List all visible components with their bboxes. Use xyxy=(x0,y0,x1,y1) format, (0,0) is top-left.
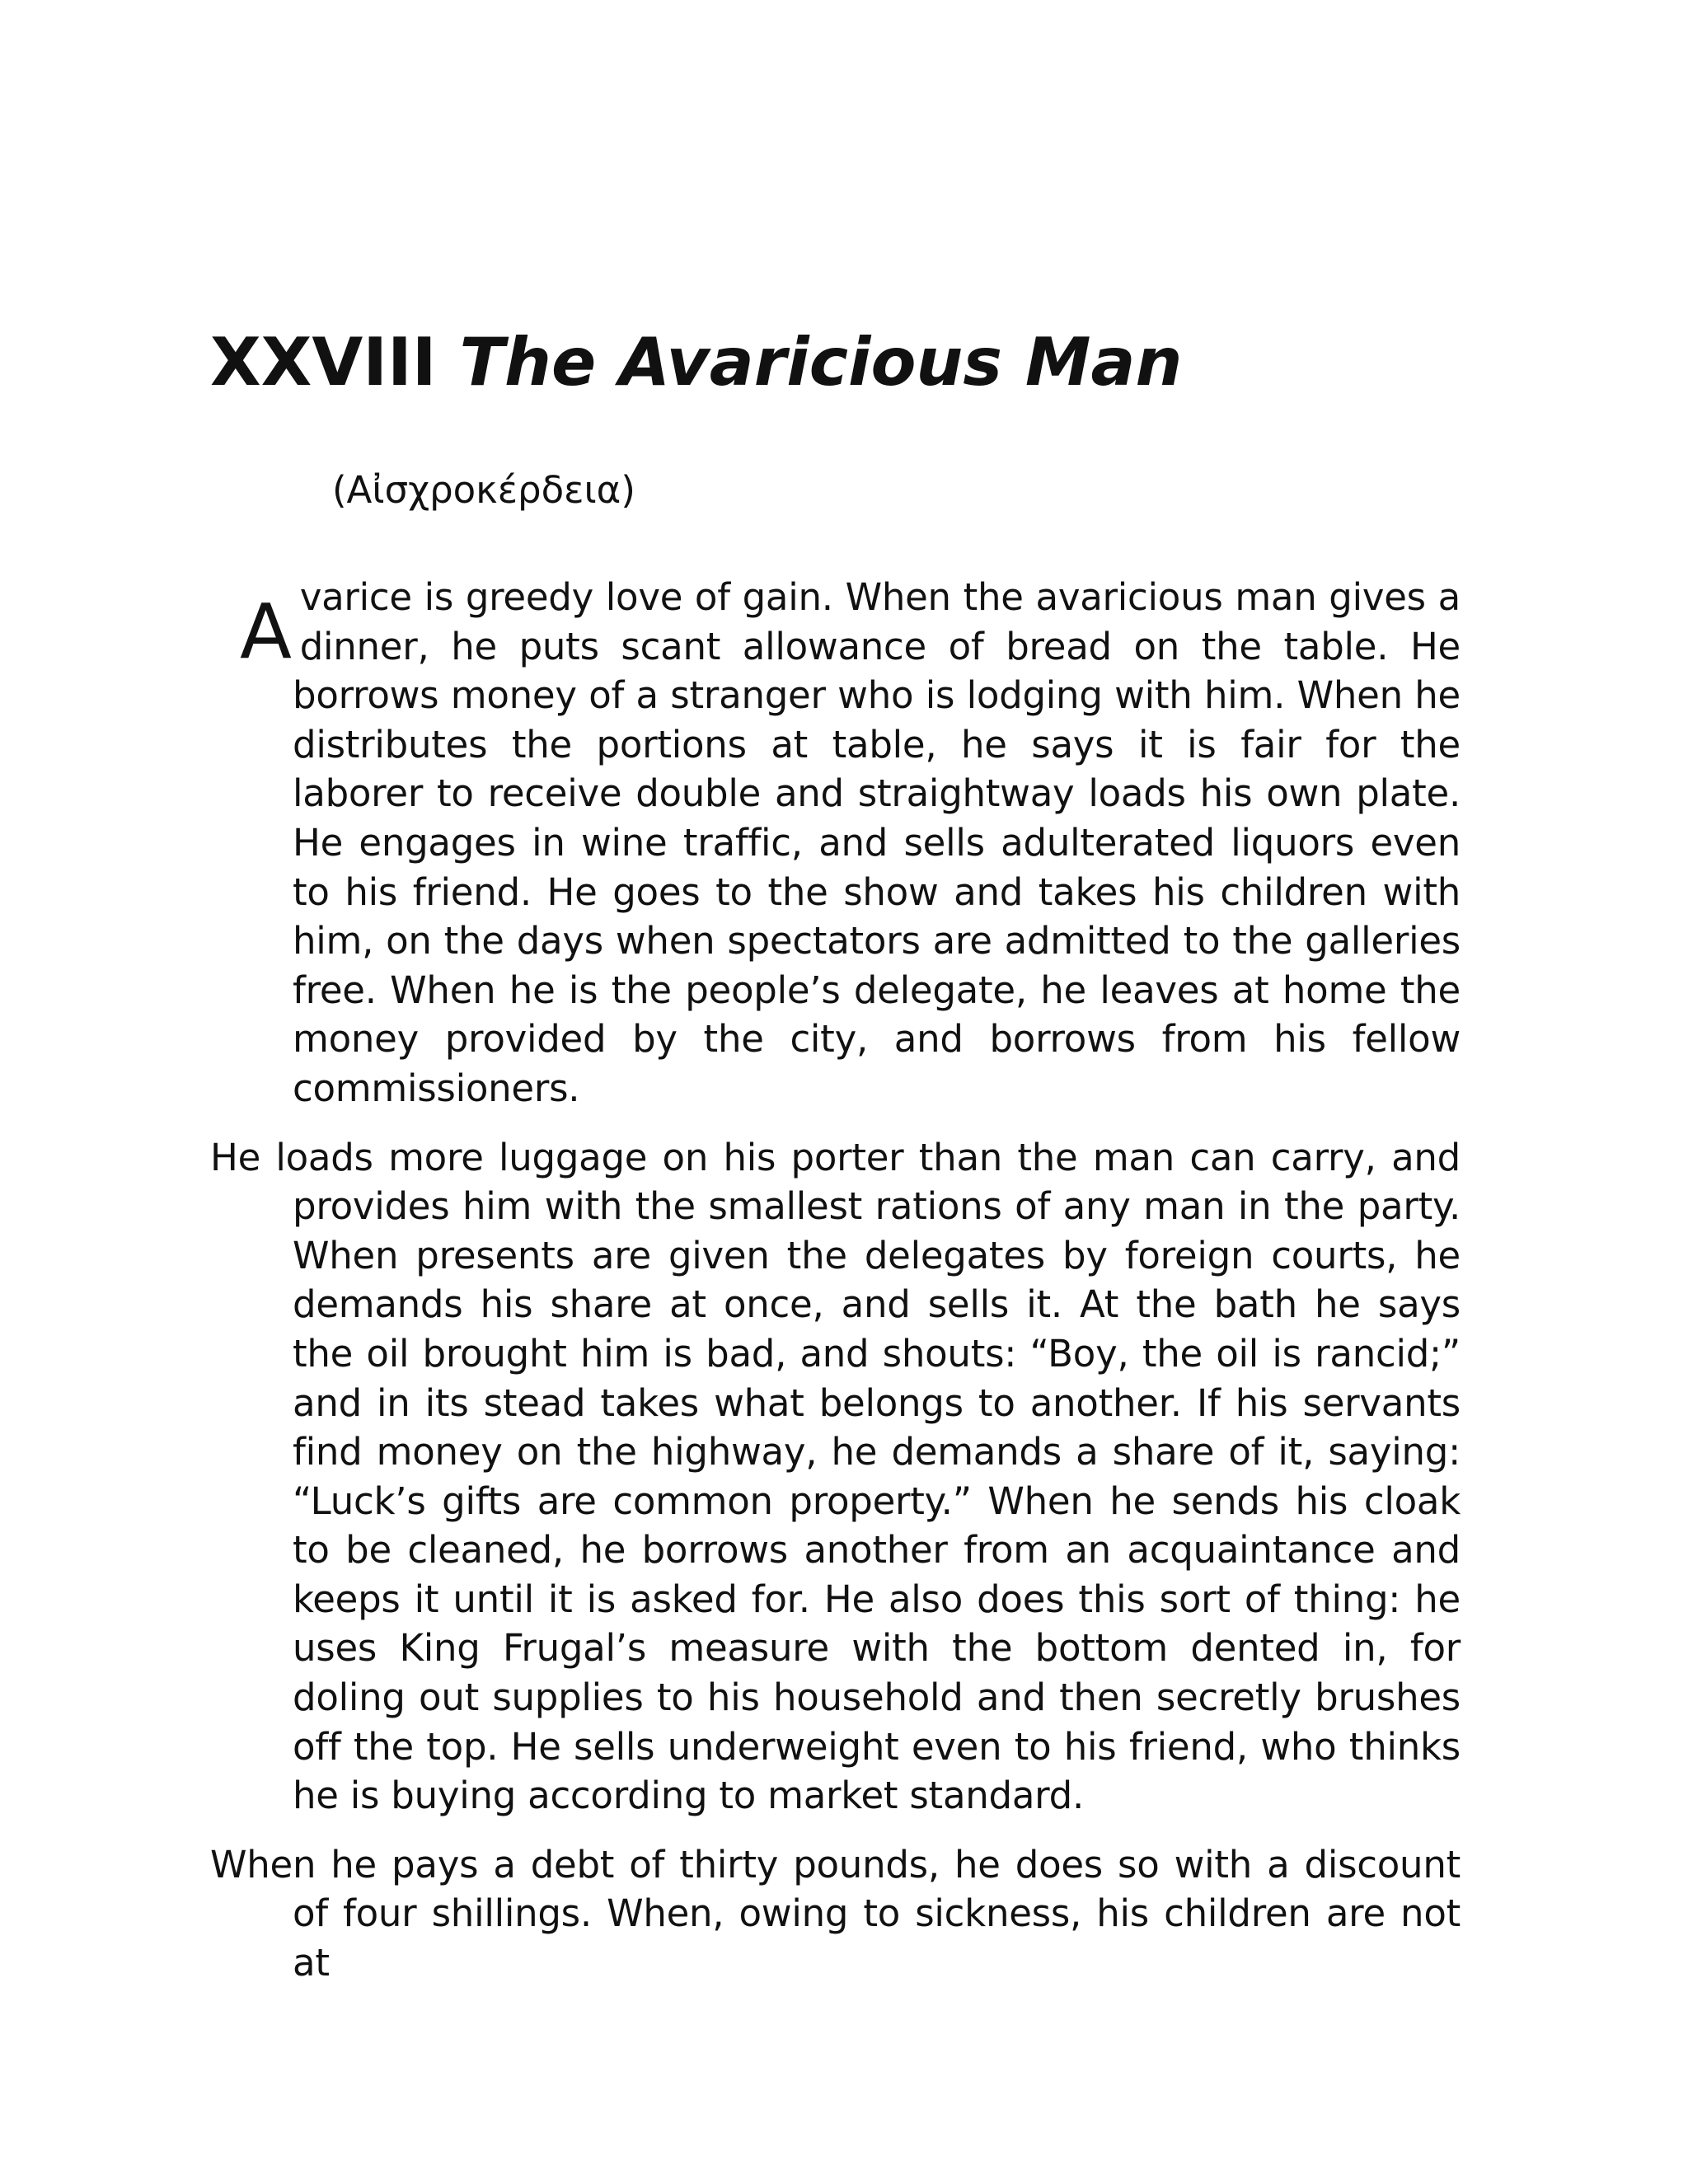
drop-cap: A xyxy=(240,588,292,676)
paragraph-3: When he pays a debt of thirty pounds, he does so with a discount of four shillings. When, owing to sickness, his children are not at xyxy=(210,1842,1461,1985)
body-text xyxy=(210,573,1461,2008)
greek-subtitle: (Αἰσχροκέρδεια) xyxy=(332,468,635,512)
paragraph-1 xyxy=(210,573,1461,1113)
chapter-number: XXVIII xyxy=(210,324,437,401)
chapter-title: The Avaricious Man xyxy=(459,324,1183,401)
chapter-heading xyxy=(210,323,1182,402)
paragraph-1-text: varice is greedy love of gain. When the avaricious man gives a dinner, he puts scant allowance of bread on the table. He borrows money of a stranger who is lodging with him. When he distributes the portions at table, he says it is fair for the laborer to receive double and straightway loads his own plate. He engages in wine traffic, and sells adulterated liquors even to his friend. He goes to the show and takes his children with him, on the days when spectators are admitted to the galleries free. When he is the people’s delegate, he leaves at home the money provided by the city, and borrows from his fellow commissioners. xyxy=(293,575,1461,1110)
paragraph-2: He loads more luggage on his porter than the man can carry, and provides him with the smallest rations of any man in the party. When presents are given the delegates by foreign courts, he demands his share at once, and sells it. At the bath he says the oil brought him is bad, and shouts: “Boy, the oil is rancid;” and in its stead takes what belongs to another. If his servants find money on the highway, he demands a share of it, saying: “Luck’s gifts are common property.” When he sends his cloak to be cleaned, he borrows another from an acquaintance and keeps it until it is asked for. He also does this sort of thing: he uses King Frugal’s measure with the bottom dented in, for doling out supplies to his household and then secretly brushes off the top. He sells underweight even to his friend, who thinks he is buying according to market standard. xyxy=(210,1135,1461,1818)
